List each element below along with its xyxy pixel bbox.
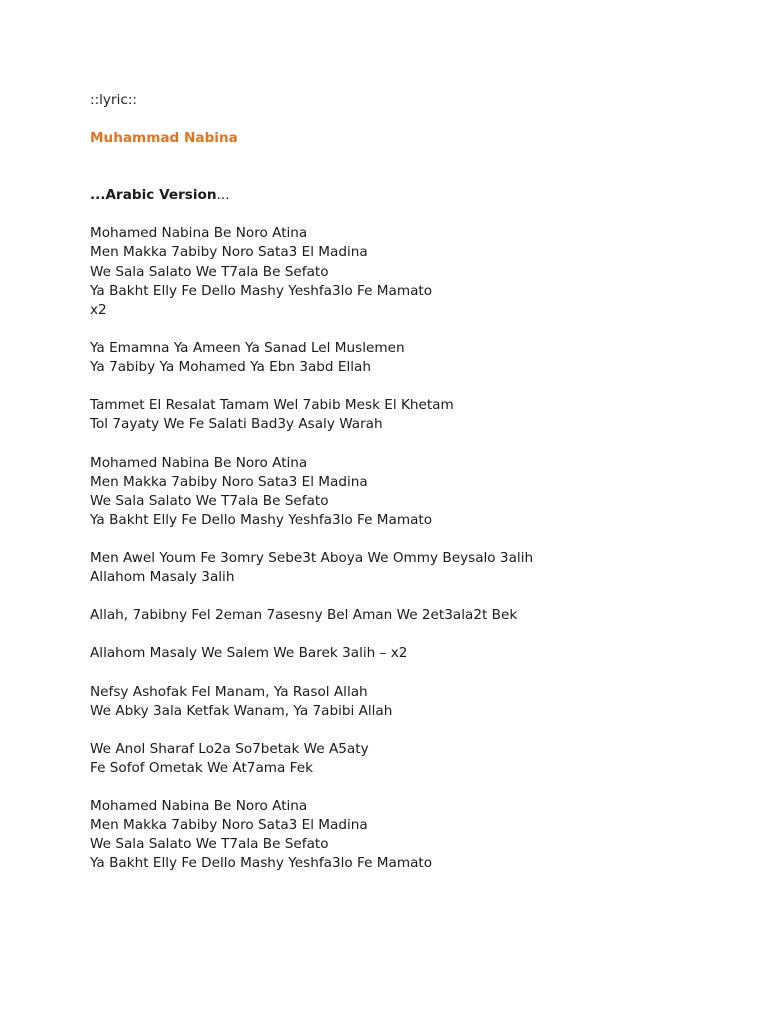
lyric-line: Fe Sofof Ometak We At7ama Fek xyxy=(90,760,313,776)
stanza xyxy=(90,339,730,377)
stanza xyxy=(90,683,730,721)
lyric-line: Ya Emamna Ya Ameen Ya Sanad Lel Muslemen xyxy=(90,339,405,356)
lyric-header: ::lyric:: xyxy=(90,92,137,108)
stanza xyxy=(90,549,730,587)
lyric-line: Allahom Masaly 3alih xyxy=(90,569,235,586)
version-label-bold: ...Arabic Version xyxy=(90,187,217,204)
stanza xyxy=(90,396,730,434)
stanza xyxy=(90,606,730,625)
lyric-line: We Abky 3ala Ketfak Wanam, Ya 7abibi Allah xyxy=(90,702,393,719)
lyric-line: Mohamed Nabina Be Noro Atina xyxy=(90,798,308,815)
stanza xyxy=(90,644,730,663)
stanza xyxy=(90,740,730,778)
lyric-line: Tammet El Resalat Tamam Wel 7abib Mesk El Khetam xyxy=(90,397,454,414)
stanza xyxy=(90,797,730,873)
stanza xyxy=(90,224,730,319)
lyric-line: Mohamed Nabina Be Noro Atina xyxy=(90,225,308,242)
version-label-suffix: ... xyxy=(216,187,230,204)
lyric-line: Ya 7abiby Ya Mohamed Ya Ebn 3abd Ellah xyxy=(90,359,371,376)
lyric-line: We Sala Salato We T7ala Be Sefato xyxy=(90,263,329,280)
stanza xyxy=(90,454,730,530)
lyric-line: x2 xyxy=(90,301,107,318)
lyric-line: Allah, 7abibny Fel 2eman 7asesny Bel Aman We 2et3ala2t Bek xyxy=(90,607,518,624)
lyric-line: Men Makka 7abiby Noro Sata3 El Madina xyxy=(90,817,368,834)
lyrics-document xyxy=(90,91,730,874)
lyric-line: Men Makka 7abiby Noro Sata3 El Madina xyxy=(90,473,368,490)
lyric-line: We Anol Sharaf Lo2a So7betak We A5aty xyxy=(90,740,369,757)
lyric-line: Mohamed Nabina Be Noro Atina xyxy=(90,454,308,471)
lyric-line: Men Makka 7abiby Noro Sata3 El Madina xyxy=(90,244,368,261)
version-label xyxy=(90,186,730,205)
lyric-line: Tol 7ayaty We Fe Salati Bad3y Asaly Warah xyxy=(90,416,383,433)
lyric-line: Allahom Masaly We Salem We Barek 3alih – x2 xyxy=(90,645,408,662)
lyric-line: Men Awel Youm Fe 3omry Sebe3t Aboya We Ommy Beysalo 3alih xyxy=(90,549,534,566)
lyric-line: Ya Bakht Elly Fe Dello Mashy Yeshfa3lo Fe Mamato xyxy=(90,511,433,528)
lyric-line: Ya Bakht Elly Fe Dello Mashy Yeshfa3lo Fe Mamato xyxy=(90,282,433,299)
lyric-line: We Sala Salato We T7ala Be Sefato xyxy=(90,492,329,509)
lyric-line: Nefsy Ashofak Fel Manam, Ya Rasol Allah xyxy=(90,683,368,700)
lyric-line: Ya Bakht Elly Fe Dello Mashy Yeshfa3lo Fe Mamato xyxy=(90,855,433,872)
lyric-line: We Sala Salato We T7ala Be Sefato xyxy=(90,836,329,853)
lyrics-body xyxy=(90,224,730,873)
song-title: Muhammad Nabina xyxy=(90,130,238,147)
